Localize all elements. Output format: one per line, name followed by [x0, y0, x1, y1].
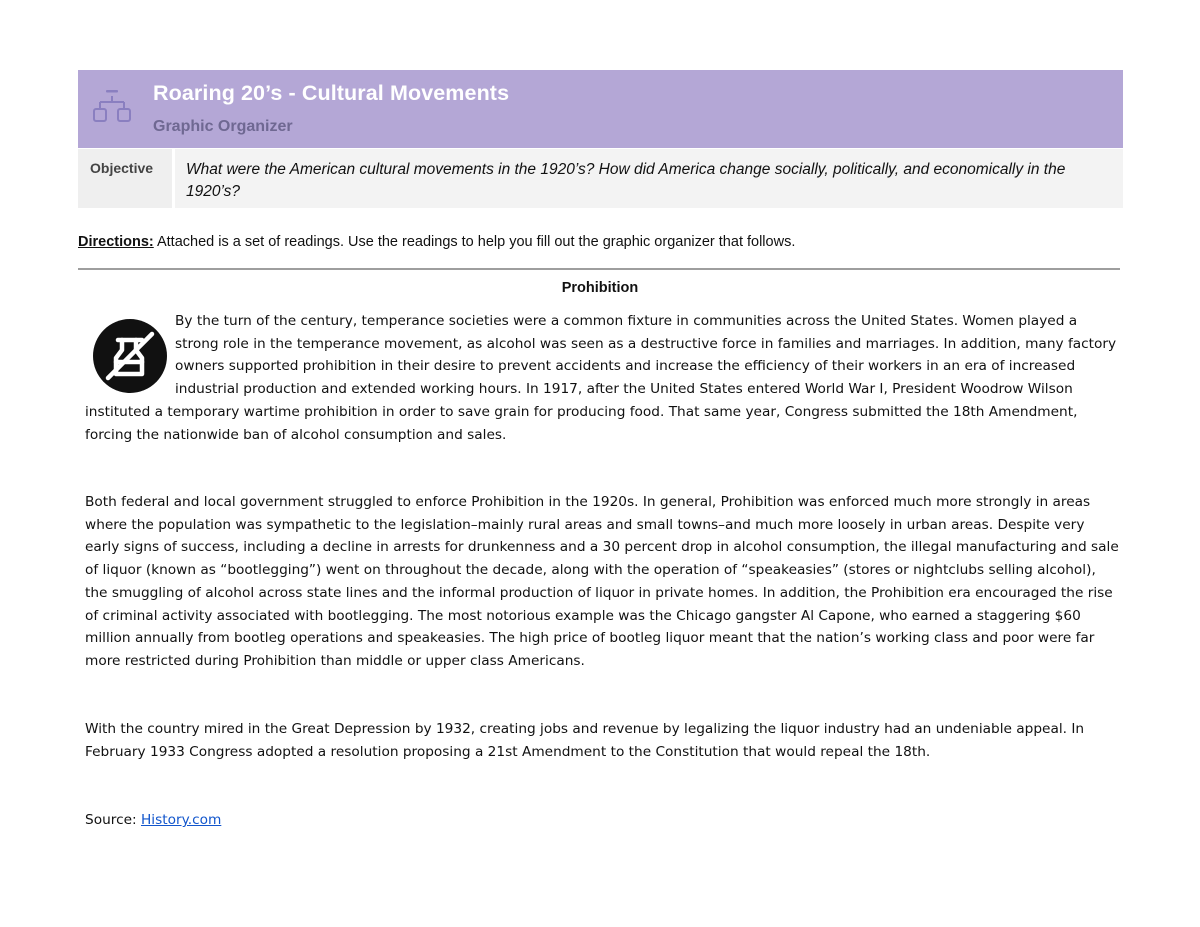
icon-spacer	[85, 310, 175, 400]
objective-label: Objective	[78, 149, 175, 208]
page-subtitle: Graphic Organizer	[153, 118, 293, 135]
directions-text: Attached is a set of readings. Use the readings to help you fill out the graphic organizer that follows.	[153, 234, 796, 250]
paragraph-3: With the country mired in the Great Depression by 1932, creating jobs and revenue by legalizing the liquor industry had an undeniable appeal. In February 1933 Congress adopted a resolution proposing a 21st Amendment to the Constitution that would repeal the 18th.	[85, 721, 1085, 760]
section-title: Prohibition	[561, 280, 639, 296]
directions	[78, 234, 795, 250]
paragraph-1	[85, 310, 1120, 446]
objective-text: What were the American cultural movements in the 1920’s? How did America change socially, politically, and economically in the 1920’s?	[186, 161, 1066, 200]
paragraph-2: Both federal and local government struggled to enforce Prohibition in the 1920s. In general, Prohibition was enforced much more strongly in areas where the population was sympathetic to the legislation–mainly rural areas and small towns–and much more loosely in urban areas. Despite very early signs of success, including a decline in arrests for drunkenness and a 30 percent drop in alcohol consumption, the illegal manufacturing and sale of liquor (known as “bootlegging”) went on throughout the decade, along with the operation of “speakeasies” (stores or nightclubs selling alcohol), the smuggling of alcohol across state lines and the informal production of liquor in private homes. In addition, the Prohibition era encouraged the rise of criminal activity associated with bootlegging. The most notorious example was the Chicago gangster Al Capone, who earned a staggering $60 million annually from bootleg operations and speakeasies. The high price of bootleg liquor meant that the nation’s working class and poor were far more restricted during Prohibition than middle or upper class Americans.	[85, 494, 1119, 669]
source-link[interactable]: History.com	[140, 812, 222, 828]
objective-row	[78, 149, 1123, 208]
directions-label: Directions:	[78, 234, 154, 250]
org-chart-icon	[90, 86, 134, 130]
page-title: Roaring 20’s - Cultural Movements	[153, 81, 510, 105]
divider	[78, 268, 1120, 270]
header-banner	[78, 70, 1123, 148]
source-label: Source:	[85, 812, 141, 828]
paragraph-1-text: By the turn of the century, temperance societies were a common fixture in communities across the United States. Women played a strong role in the temperance movement, as alcohol was seen as a destructive force in families and marriages. In addition, many factory owners supported prohibition in their desire to prevent accidents and increase the efficiency of their workers in an era of increased industrial production and extended working hours. In 1917, after the United States entered World War I, President Woodrow Wilson instituted a temporary wartime prohibition in order to save grain for producing food. That same year, Congress submitted the 18th Amendment, forcing the nationwide ban of alcohol consumption and sales.	[85, 313, 1117, 443]
source-line	[85, 809, 221, 832]
